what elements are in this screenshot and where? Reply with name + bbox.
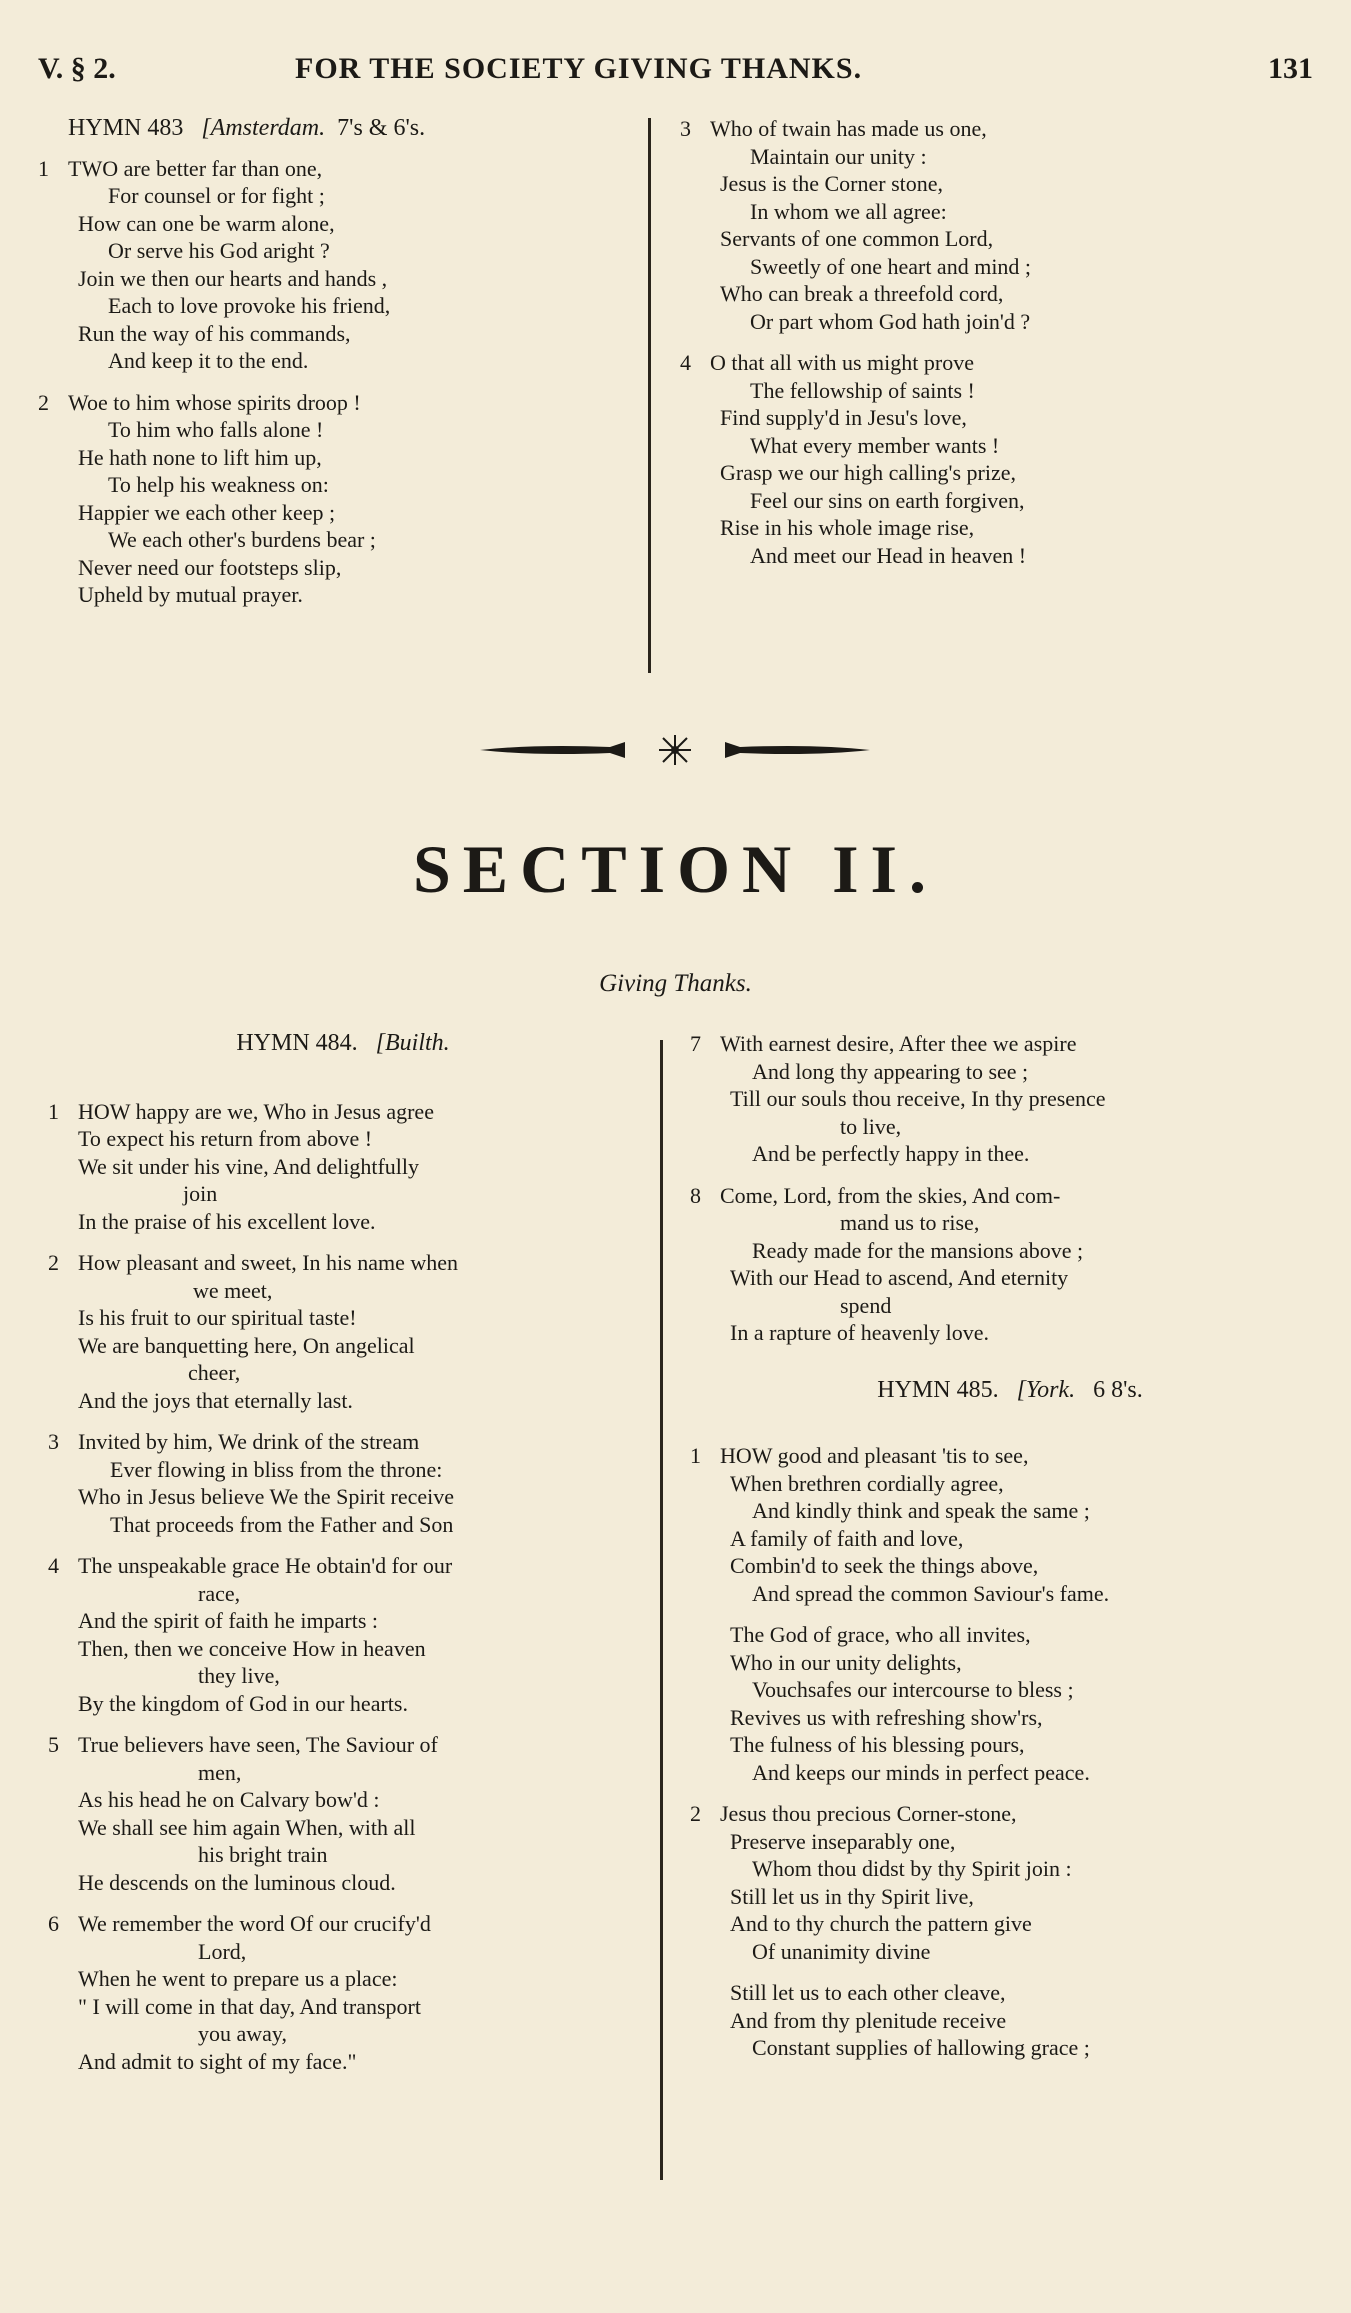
hymn-483-left	[38, 115, 638, 623]
hymn-484-verse-1	[38, 1098, 648, 1236]
hymn-line: 4	[680, 350, 691, 375]
hymn-485-verse-2b	[690, 1979, 1330, 2062]
hymn-line: they live,	[198, 1663, 280, 1688]
hymn-line: To him who falls alone !	[108, 417, 324, 442]
header-left: V. § 2.	[38, 52, 116, 85]
hymn-line: 2	[38, 389, 49, 415]
hymn-line: 3	[680, 116, 691, 141]
hymn-line: you away,	[198, 2021, 287, 2046]
hymn-484-verse-5	[38, 1731, 648, 1896]
hymn-line: For counsel or for fight ;	[108, 183, 325, 208]
hymn-line	[690, 1442, 1330, 1470]
hymn-line: And meet our Head in heaven !	[750, 542, 1027, 568]
hymn-line: Till our souls thou receive, In thy presence	[730, 1086, 1106, 1111]
hymn-line: We each other's burdens bear ;	[108, 527, 376, 552]
hymn-line: The fellowship of saints !	[750, 377, 975, 403]
hymn-483-verse-1	[38, 155, 638, 375]
hymn-line: Find supply'd in Jesu's love,	[720, 405, 967, 430]
hymn-line: Revives us with refreshing show'rs,	[730, 1704, 1043, 1730]
hymn-line: to live,	[840, 1113, 902, 1139]
hymn-line: 6 8's.	[1093, 1376, 1143, 1403]
hymn-line	[690, 1030, 1330, 1058]
hymn-485-verse-2	[690, 1800, 1330, 1965]
hymn-line: Whom thou didst by thy Spirit join :	[752, 1856, 1072, 1881]
hymn-line: TWO are better far than one,	[68, 155, 323, 181]
hymn-484-verse-7	[690, 1030, 1330, 1168]
hymn-line: In the praise of his excellent love.	[78, 1208, 376, 1234]
hymn-line: Or serve his God aright ?	[108, 238, 330, 263]
hymn-line: The God of grace, who all invites,	[730, 1622, 1031, 1647]
hymn-line: With our Head to ascend, And eternity	[730, 1265, 1069, 1290]
hymn-484-title	[38, 1030, 648, 1058]
section-title: SECTION II.	[412, 831, 939, 907]
hymn-484-left	[38, 1030, 648, 2089]
hymn-line	[38, 389, 638, 417]
hymn-line: And keeps our minds in perfect peace.	[752, 1759, 1090, 1785]
hymn-line: 3	[48, 1429, 59, 1454]
hymn-line: As his head he on Calvary bow'd :	[78, 1787, 380, 1812]
hymn-line: We remember the word Of our crucify'd	[78, 1911, 431, 1936]
hymn-line: And the joys that eternally last.	[78, 1387, 353, 1413]
hymn-line: 7	[690, 1031, 701, 1056]
hymn-line: When brethren cordially agree,	[730, 1470, 1004, 1496]
column-rule-bottom	[660, 1040, 663, 2180]
page-number: 131	[1268, 52, 1313, 85]
hymn-line: And be perfectly happy in thee.	[752, 1141, 1030, 1166]
hymn-line: Servants of one common Lord,	[720, 226, 994, 251]
hymn-line: Join we then our hearts and hands ,	[78, 265, 388, 291]
hymn-line	[38, 1098, 648, 1126]
hymn-line: And admit to sight of my face."	[78, 2048, 357, 2074]
hymn-line: Who in our unity delights,	[730, 1649, 962, 1675]
hymn-line: 2	[48, 1250, 59, 1275]
hymn-line: He descends on the luminous cloud.	[78, 1869, 396, 1895]
hymn-line: Run the way of his commands,	[78, 320, 351, 346]
hymn-line: Is his fruit to our spiritual taste!	[78, 1305, 357, 1330]
hymn-line: Who in Jesus believe We the Spirit receive	[78, 1484, 454, 1509]
hymn-line: And spread the common Saviour's fame.	[752, 1580, 1110, 1606]
hymn-line	[690, 1800, 1330, 1828]
hymn-line	[38, 1249, 648, 1277]
hymn-line	[680, 349, 1320, 377]
hymn-483-title	[38, 115, 638, 143]
hymn-line: And to thy church the pattern give	[730, 1911, 1032, 1936]
hymn-line: We shall see him again When, with all	[78, 1814, 416, 1840]
hymn-line: Maintain our unity :	[750, 143, 927, 169]
hymn-line: [York.	[1016, 1376, 1076, 1403]
hymn-line: HOW good and pleasant 'tis to see,	[720, 1443, 1029, 1468]
hymn-line: Upheld by mutual prayer.	[78, 582, 303, 607]
hymn-line: Then, then we conceive How in heaven	[78, 1635, 426, 1661]
hymn-line: And kindly think and speak the same ;	[752, 1498, 1090, 1523]
hymn-line: 8	[690, 1182, 701, 1208]
column-rule-top	[648, 118, 651, 673]
hymn-line: Never need our footsteps slip,	[78, 554, 342, 580]
hymn-line: Rise in his whole image rise,	[720, 515, 975, 540]
hymn-line: mand us to rise,	[840, 1210, 980, 1235]
hymn-line: Happier we each other keep ;	[78, 499, 336, 525]
hymn-line: He hath none to lift him up,	[78, 444, 322, 470]
hymn-line: We sit under his vine, And delightfully	[78, 1153, 420, 1179]
hymn-line: Invited by him, We drink of the stream	[78, 1429, 420, 1454]
hymn-line	[38, 1910, 648, 1938]
hymn-line: Preserve inseparably one,	[730, 1828, 956, 1854]
hymn-line	[680, 115, 1320, 143]
hymn-line: men,	[198, 1759, 242, 1785]
hymn-484-verse-3	[38, 1428, 648, 1538]
hymn-line: Who of twain has made us one,	[710, 116, 987, 141]
hymn-line: Jesus is the Corner stone,	[720, 171, 944, 196]
ornament-divider-icon	[475, 730, 875, 770]
hymn-line: True believers have seen, The Saviour of	[78, 1732, 438, 1757]
hymn-line: 1	[38, 155, 49, 181]
hymn-485-title	[690, 1377, 1330, 1405]
header-title: FOR THE SOCIETY GIVING THANKS.	[295, 52, 863, 85]
hymn-line: HYMN 485.	[877, 1376, 999, 1403]
hymn-483-right	[680, 115, 1320, 583]
hymn-484-485-right	[690, 1030, 1330, 2076]
hymn-line: Or part whom God hath join'd ?	[750, 308, 1031, 334]
hymn-line: cheer,	[188, 1360, 241, 1385]
hymn-line: 1	[690, 1443, 701, 1468]
hymn-line: Come, Lord, from the skies, And com-	[720, 1182, 1061, 1208]
hymn-483-verse-2	[38, 389, 638, 609]
hymn-line: In a rapture of heavenly love.	[730, 1320, 989, 1345]
hymn-line: How pleasant and sweet, In his name when	[78, 1250, 459, 1275]
hymn-485-verse-1b	[690, 1621, 1330, 1786]
hymn-line: Woe to him whose spirits droop !	[68, 389, 361, 415]
hymn-line: 2	[690, 1801, 701, 1826]
section-subtitle: Giving Thanks.	[599, 970, 752, 997]
hymn-line: race,	[198, 1580, 241, 1606]
hymn-484-verse-2	[38, 1249, 648, 1414]
hymn-line: " I will come in that day, And transport	[78, 1993, 421, 2019]
hymn-line: Each to love provoke his friend,	[108, 293, 391, 318]
hymn-line: Jesus thou precious Corner-stone,	[720, 1801, 1017, 1826]
hymn-line: Of unanimity divine	[752, 1938, 931, 1964]
hymn-line: spend	[840, 1292, 892, 1318]
hymn-line: HYMN 483	[68, 115, 184, 141]
hymn-line: To expect his return from above !	[78, 1126, 373, 1151]
hymn-line: How can one be warm alone,	[78, 210, 335, 236]
hymn-485-verse-1	[690, 1442, 1330, 1607]
hymn-line: What every member wants !	[750, 432, 1000, 458]
hymn-line: O that all with us might prove	[710, 350, 974, 375]
hymn-line: To help his weakness on:	[108, 472, 329, 497]
hymn-line: That proceeds from the Father and Son	[110, 1511, 454, 1537]
hymn-line: The fulness of his blessing pours,	[730, 1732, 1025, 1757]
hymn-line: 6	[48, 1911, 59, 1936]
hymn-line	[38, 1552, 648, 1580]
hymn-line	[38, 155, 638, 183]
hymn-line: In whom we all agree:	[750, 198, 947, 224]
hymn-line: And from thy plenitude receive	[730, 2007, 1007, 2033]
hymn-line: 5	[48, 1732, 59, 1757]
hymn-483-verse-4	[680, 349, 1320, 569]
hymn-line: Still let us in thy Spirit live,	[730, 1883, 974, 1909]
hymn-line: Grasp we our high calling's prize,	[720, 460, 1016, 485]
hymn-line: And keep it to the end.	[108, 348, 309, 373]
hymn-line	[690, 1182, 1330, 1210]
hymn-line: [Builth.	[375, 1030, 450, 1056]
hymn-line: And the spirit of faith he imparts :	[78, 1608, 378, 1633]
hymn-line: Ready made for the mansions above ;	[752, 1237, 1084, 1263]
hymn-line: We are banquetting here, On angelical	[78, 1332, 415, 1358]
hymn-line: Constant supplies of hallowing grace ;	[752, 2035, 1090, 2060]
hymn-line: [Amsterdam.	[201, 115, 326, 141]
hymn-line: And long thy appearing to see ;	[752, 1058, 1029, 1084]
hymn-line: Vouchsafes our intercourse to bless ;	[752, 1677, 1074, 1702]
hymn-line: A family of faith and love,	[730, 1525, 964, 1551]
hymn-line	[38, 1428, 648, 1456]
hymn-line: HOW happy are we, Who in Jesus agree	[78, 1098, 434, 1124]
hymn-line: By the kingdom of God in our hearts.	[78, 1690, 408, 1716]
hymn-484-verse-6	[38, 1910, 648, 2075]
running-header	[30, 52, 1321, 102]
hymn-line: With earnest desire, After thee we aspire	[720, 1031, 1077, 1056]
hymn-line: Combin'd to seek the things above,	[730, 1553, 1039, 1578]
hymn-line: Sweetly of one heart and mind ;	[750, 253, 1032, 279]
hymn-line: we meet,	[193, 1277, 273, 1303]
hymn-484-verse-4	[38, 1552, 648, 1717]
hymn-line: join	[183, 1181, 218, 1206]
hymn-line: HYMN 484.	[236, 1030, 358, 1056]
hymn-line	[38, 1731, 648, 1759]
hymn-line: Lord,	[198, 1938, 247, 1964]
hymn-line: 1	[48, 1098, 59, 1124]
hymn-483-verse-3	[680, 115, 1320, 335]
hymn-line: 7's & 6's.	[337, 115, 426, 141]
hymn-line: Ever flowing in bliss from the throne:	[110, 1456, 443, 1482]
hymn-line: The unspeakable grace He obtain'd for our	[78, 1553, 453, 1578]
hymn-line: Feel our sins on earth forgiven,	[750, 487, 1025, 513]
hymn-484-verse-8	[690, 1182, 1330, 1347]
hymn-line: 4	[48, 1553, 59, 1578]
hymn-line: his bright train	[198, 1842, 328, 1867]
hymn-line: Who can break a threefold cord,	[720, 281, 1004, 306]
hymn-line: When he went to prepare us a place:	[78, 1966, 398, 1991]
hymn-line: Still let us to each other cleave,	[730, 1980, 1006, 2005]
